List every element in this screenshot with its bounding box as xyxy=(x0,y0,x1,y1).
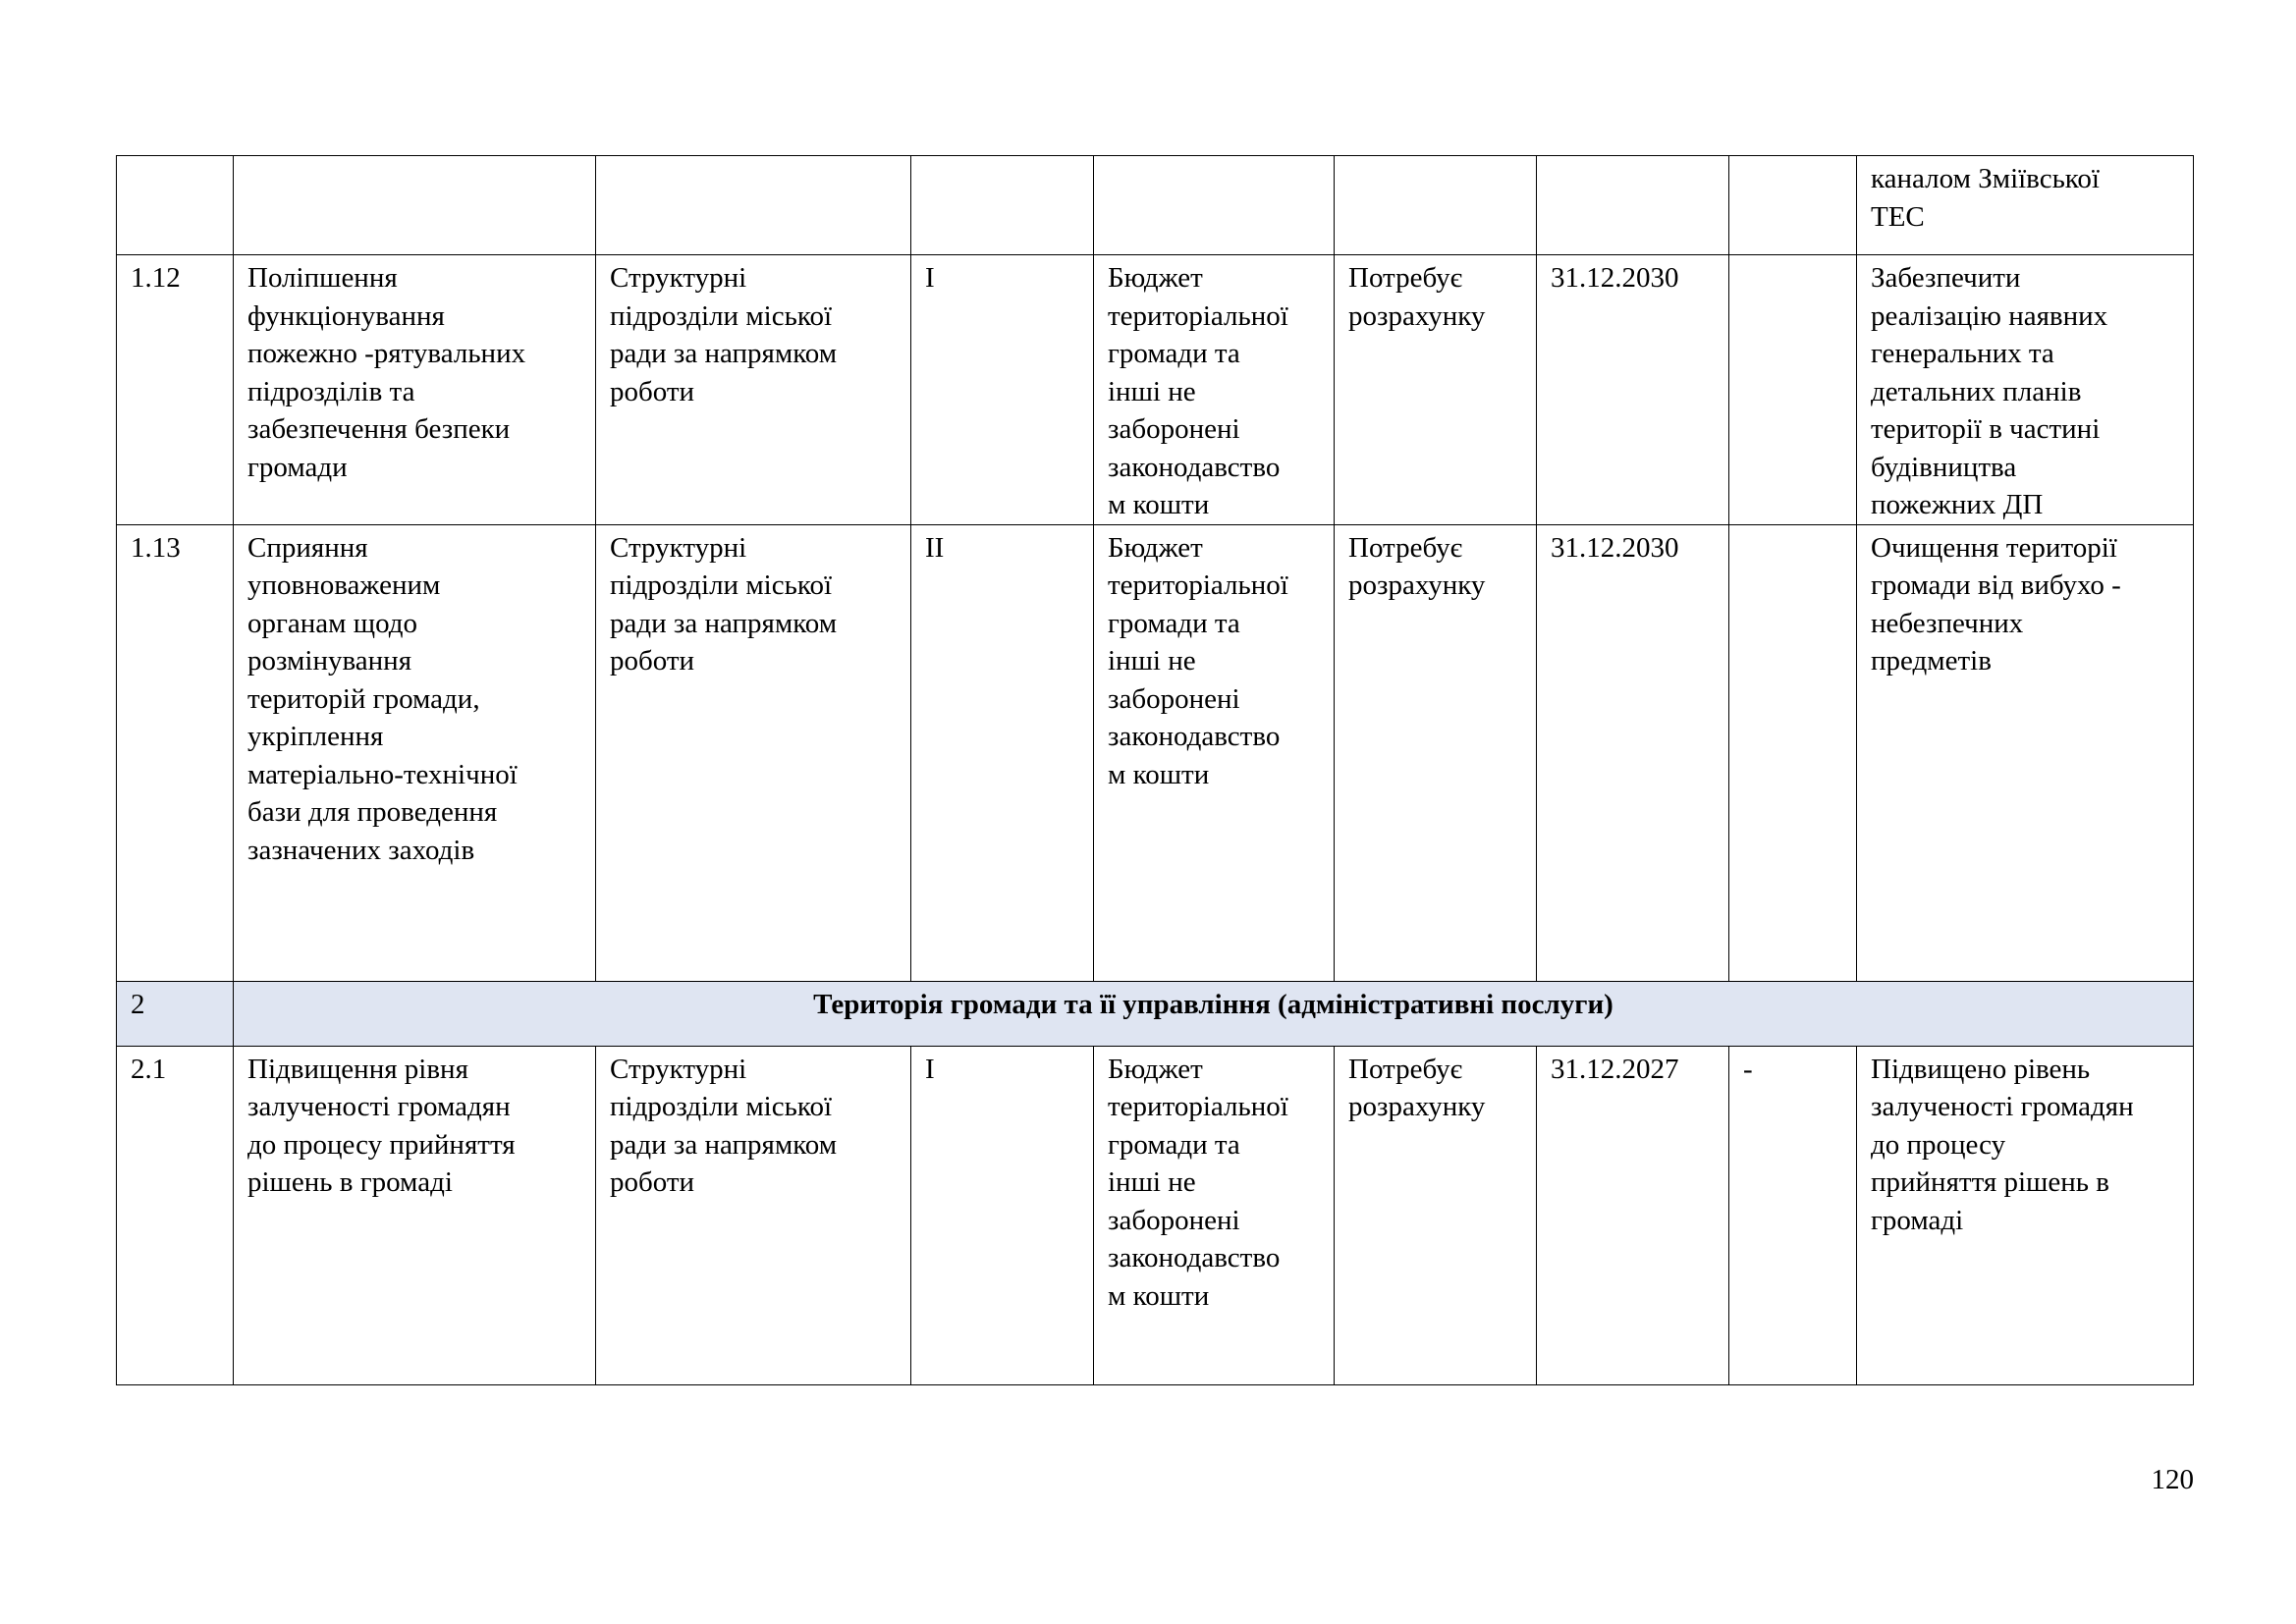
cell-funding-source: Бюджет територіальної громади та інші не заборонені законодавство м кошти xyxy=(1094,255,1335,525)
cell-deadline: 31.12.2030 xyxy=(1537,255,1729,525)
cell-result: Забезпечити реалізацію наявних генеральних та детальних планів території в частині будівництва пожежних ДП xyxy=(1857,255,2194,525)
cell-measure: Сприяння уповноваженим органам щодо розмінування територій громади, укріплення матеріально-технічної бази для проведення зазначених заходів xyxy=(234,524,596,981)
cell-measure: Підвищення рівня залученості громадян до процесу прийняття рішень в громаді xyxy=(234,1046,596,1384)
cell-result: Очищення території громади від вибухо - небезпечних предметів xyxy=(1857,524,2194,981)
cell-amount: Потребує розрахунку xyxy=(1335,255,1537,525)
cell-amount: Потребує розрахунку xyxy=(1335,524,1537,981)
cell-extra: - xyxy=(1729,1046,1857,1384)
cell-amount xyxy=(1335,156,1537,255)
cell-executor: Структурні підрозділи міської ради за напрямком роботи xyxy=(596,524,911,981)
cell-extra xyxy=(1729,524,1857,981)
cell-deadline xyxy=(1537,156,1729,255)
cell-priority: I xyxy=(911,1046,1094,1384)
cell-executor xyxy=(596,156,911,255)
table-row xyxy=(117,1046,2194,1384)
cell-measure: Поліпшення функціонування пожежно -рятувальних підрозділів та забезпечення безпеки громади xyxy=(234,255,596,525)
cell-measure xyxy=(234,156,596,255)
cell-result: каналом Зміївської ТЕС xyxy=(1857,156,2194,255)
cell-funding-source: Бюджет територіальної громади та інші не заборонені законодавство м кошти xyxy=(1094,1046,1335,1384)
table-row xyxy=(117,524,2194,981)
cell-priority: II xyxy=(911,524,1094,981)
cell-executor: Структурні підрозділи міської ради за напрямком роботи xyxy=(596,255,911,525)
cell-priority: I xyxy=(911,255,1094,525)
table-row xyxy=(117,156,2194,255)
page-number: 120 xyxy=(2151,1464,2194,1495)
cell-deadline: 31.12.2027 xyxy=(1537,1046,1729,1384)
cell-priority xyxy=(911,156,1094,255)
cell-deadline: 31.12.2030 xyxy=(1537,524,1729,981)
section-title: Територія громади та її управління (адміністративні послуги) xyxy=(234,981,2194,1046)
cell-funding-source: Бюджет територіальної громади та інші не заборонені законодавство м кошти xyxy=(1094,524,1335,981)
cell-amount: Потребує розрахунку xyxy=(1335,1046,1537,1384)
cell-extra xyxy=(1729,255,1857,525)
table-row xyxy=(117,255,2194,525)
cell-num: 1.13 xyxy=(117,524,234,981)
cell-num: 2.1 xyxy=(117,1046,234,1384)
cell-num xyxy=(117,156,234,255)
cell-result: Підвищено рівень залученості громадян до процесу прийняття рішень в громаді xyxy=(1857,1046,2194,1384)
plan-table xyxy=(116,155,2194,1385)
cell-num: 1.12 xyxy=(117,255,234,525)
cell-extra xyxy=(1729,156,1857,255)
cell-funding-source xyxy=(1094,156,1335,255)
section-num: 2 xyxy=(117,981,234,1046)
section-row xyxy=(117,981,2194,1046)
cell-executor: Структурні підрозділи міської ради за напрямком роботи xyxy=(596,1046,911,1384)
